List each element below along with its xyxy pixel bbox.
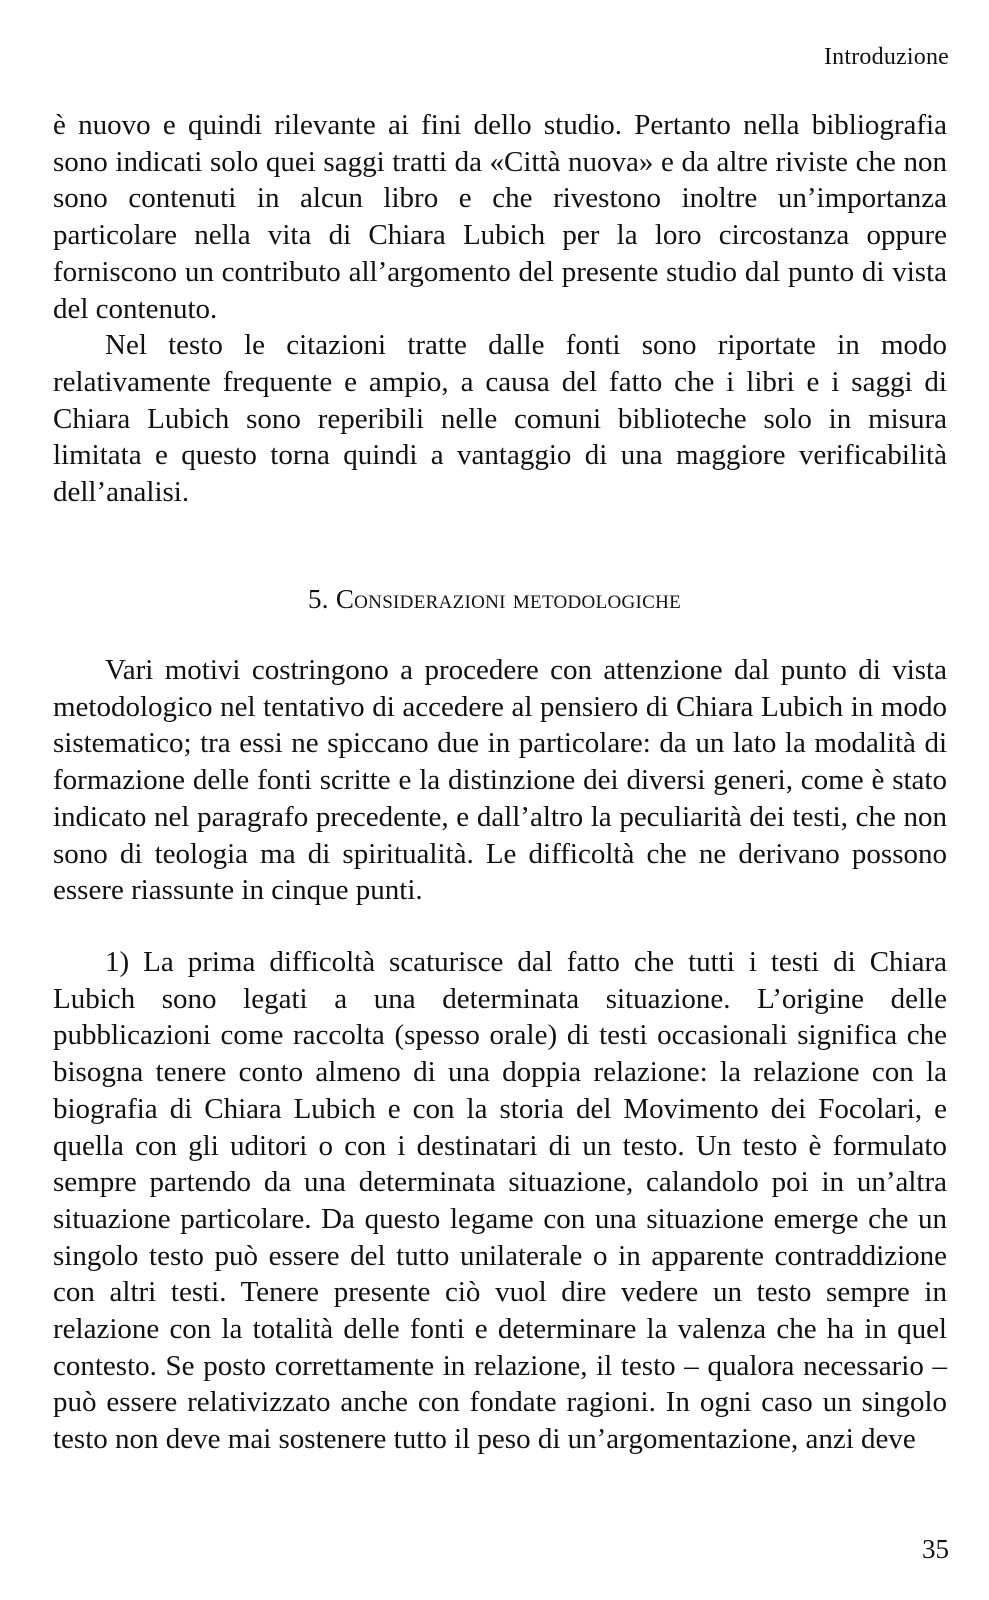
text-block-point-1 [53, 944, 947, 1458]
paragraph-continuation: è nuovo e quindi rilevante ai fini dello studio. Pertanto nella bibliografia sono indicati solo quei saggi tratti da «Città nuova» e da altre riviste che non sono contenuti in alcun libro e che rivestono inoltre un’importanza particolare nella vita di Chiara Lubich per la loro circostanza oppure forniscono un contributo all’argomento del presente studio dal punto di vista del contenuto. [53, 109, 947, 325]
text-block-top [53, 107, 947, 511]
paragraph-point-1: 1) La prima difficoltà scaturisce dal fatto che tutti i testi di Chiara Lubich sono legati a una determinata situazione. L’origine delle pubblicazioni come raccolta (spesso orale) di testi occasionali significa che bisogna tenere conto almeno di una doppia relazione: la relazione con la biografia di Chiara Lubich e con la storia del Movimento dei Focolari, e quella con gli uditori o con i destinatari di un testo. Un testo è formulato sempre partendo da una determinata situazione, calandolo poi in un’altra situazione particolare. Da questo legame con una situazione emerge che un singolo testo può essere del tutto unilaterale o in apparente contraddizione con altri testi. Tenere presente ciò vuol dire vedere un testo sempre in relazione con la totalità delle fonti e determinare la valenza che ha in quel contesto. Se posto correttamente in relazione, il testo – qualora necessario – può essere relativizzato anche con fondate ragioni. In ogni caso un singolo testo non deve mai sostenere tutto il peso di un’argomentazione, anzi deve [53, 946, 947, 1456]
paragraph-intro: Vari motivi costringono a procedere con attenzione dal punto di vista metodologico nel tentativo di accedere al pensiero di Chiara Lubich in modo sistematico; tra essi ne spiccano due in particolare: da un lato la modalità di formazione delle fonti scritte e la distinzione dei diversi generi, come è stato indicato nel paragrafo precedente, e dall’altro la peculiarità dei testi, che non sono di teologia ma di spiritualità. Le difficoltà che ne derivano possono essere riassunte in cinque punti. [53, 654, 947, 907]
page-number: 35 [922, 1534, 949, 1564]
running-head: Introduzione [823, 44, 949, 70]
text-block-section-intro [53, 652, 947, 909]
paragraph-citations: Nel testo le citazioni tratte dalle fonti sono riportate in modo relativamente frequente e ampio, a causa del fatto che i libri e i saggi di Chiara Lubich sono reperibili nelle comuni biblioteche solo in misura limitata e questo torna quindi a vantaggio di una maggiore verificabilità dell’analisi. [53, 329, 947, 509]
section-heading: 5. Considerazioni metodologiche [307, 584, 682, 614]
